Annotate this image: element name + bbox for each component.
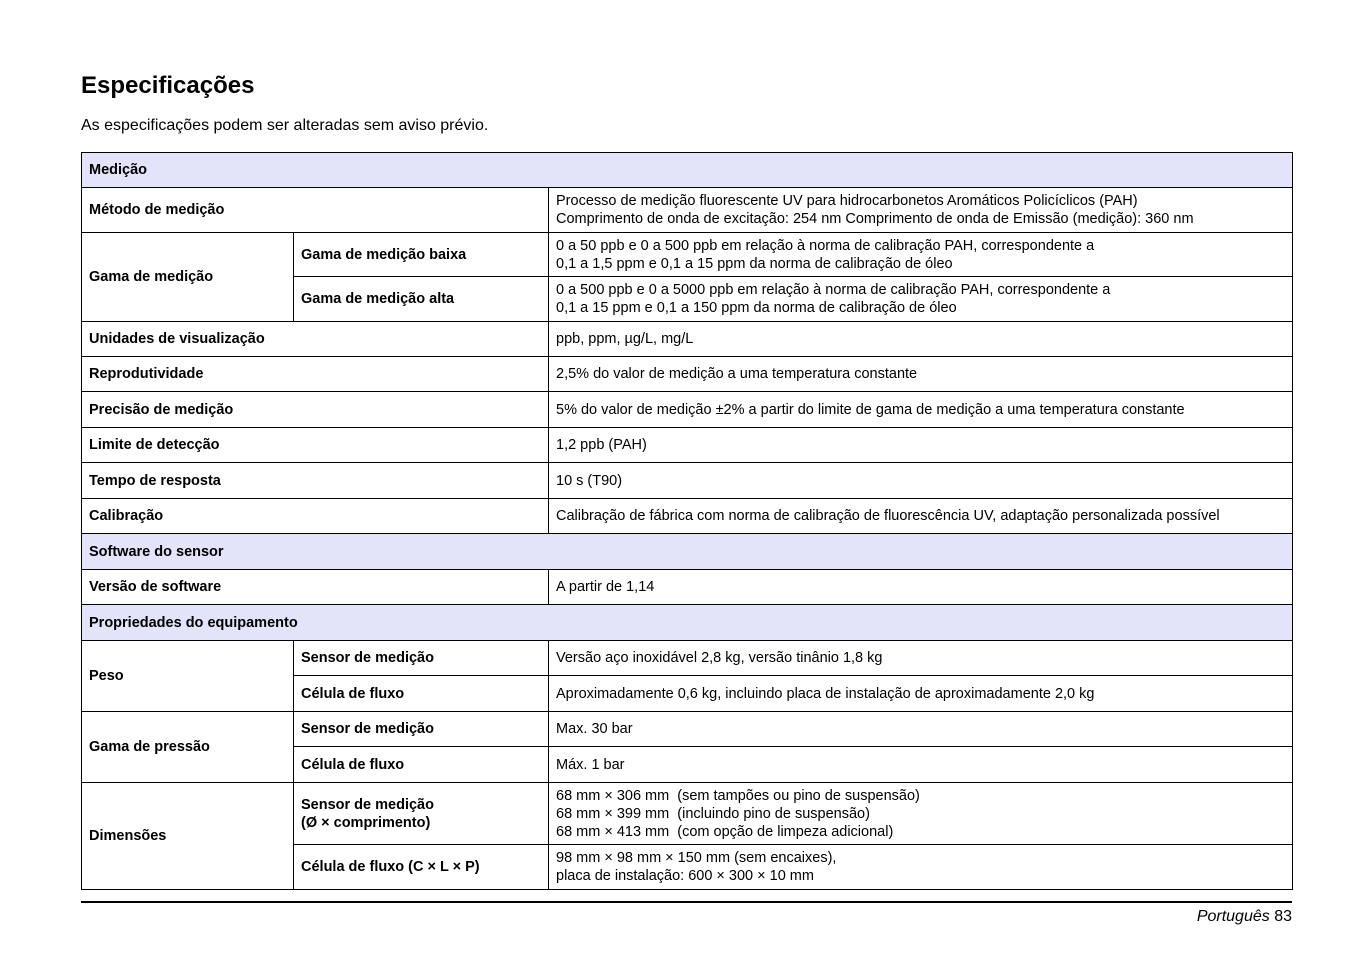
row-value-weight-cell: Aproximadamente 0,6 kg, incluindo placa de instalação de aproximadamente 2,0 kg [549,676,1293,712]
row-sublabel-weight-cell: Célula de fluxo [294,676,549,712]
table-row [82,534,1293,570]
value-line: Processo de medição fluorescente UV para hidrocarbonetos Aromáticos Policíclicos (PAH) [556,193,1138,209]
row-label-range: Gama de medição [82,233,294,322]
table-row [82,428,1293,463]
row-value-precision: 5% do valor de medição ±2% a partir do limite de gama de medição a uma temperatura constante [549,392,1293,428]
row-label-weight: Peso [82,641,294,712]
table-row [82,392,1293,428]
value-line: 68 mm × 413 mm (com opção de limpeza adicional) [556,823,894,840]
value-line: placa de instalação: 600 × 300 × 10 mm [556,868,814,884]
table-row [82,188,1293,233]
value-line: 68 mm × 306 mm (sem tampões ou pino de suspensão) [556,787,920,804]
section-header-measurement: Medição [82,153,1293,188]
table-row [82,570,1293,605]
row-value-calibration: Calibração de fábrica com norma de calibração de fluorescência UV, adaptação personalizada possível [549,499,1293,534]
row-value-dimensions-sensor [549,783,1293,845]
row-sublabel-pressure-sensor: Sensor de medição [294,712,549,747]
row-label-detection: Limite de detecção [82,428,549,463]
table-row [82,641,1293,676]
row-value-weight-sensor: Versão aço inoxidável 2,8 kg, versão tinânio 1,8 kg [549,641,1293,676]
page-footer [1197,908,1292,926]
row-label-reproducibility: Reprodutividade [82,357,549,392]
value-line: 0 a 500 ppb e 0 a 5000 ppb em relação à norma de calibração PAH, correspondente a [556,282,1111,298]
row-label-software-version: Versão de software [82,570,549,605]
table-row [82,322,1293,357]
value-line: 0,1 a 1,5 ppm e 0,1 a 15 ppm da norma de calibração de óleo [556,255,953,272]
footer-divider [81,901,1292,903]
table-row [82,605,1293,641]
row-sublabel-dimensions-cell: Célula de fluxo (C × L × P) [294,845,549,890]
row-value-response: 10 s (T90) [549,463,1293,499]
table-row [82,499,1293,534]
page-subtitle: As especificações podem ser alteradas sem aviso prévio. [81,117,489,134]
section-header-equipment: Propriedades do equipamento [82,605,1293,641]
row-value-pressure-sensor: Max. 30 bar [549,712,1293,747]
row-label-method: Método de medição [82,188,549,233]
row-value-reproducibility: 2,5% do valor de medição a uma temperatura constante [549,357,1293,392]
row-sublabel-pressure-cell: Célula de fluxo [294,747,549,783]
table-row [82,712,1293,747]
section-header-software: Software do sensor [82,534,1293,570]
table-row [82,783,1293,845]
row-value-range-low [549,233,1293,277]
row-value-range-high [549,277,1293,322]
table-row [82,153,1293,188]
row-label-calibration: Calibração [82,499,549,534]
table-row [82,357,1293,392]
row-label-precision: Precisão de medição [82,392,549,428]
row-sublabel-range-low: Gama de medição baixa [294,233,549,277]
row-label-dimensions: Dimensões [82,783,294,890]
value-line: Comprimento de onda de excitação: 254 nm Comprimento de onda de Emissão (medição): 360 nm [556,211,1194,227]
table-row [82,463,1293,499]
row-value-dimensions-cell [549,845,1293,890]
row-label-units: Unidades de visualização [82,322,549,357]
row-value-software-version: A partir de 1,14 [549,570,1293,605]
row-sublabel-weight-sensor: Sensor de medição [294,641,549,676]
label-line: Sensor de medição [301,796,434,813]
table-row [82,233,1293,277]
row-sublabel-range-high: Gama de medição alta [294,277,549,322]
label-line: (Ø × comprimento) [301,814,431,831]
page-title: Especificações [81,72,255,99]
specifications-table [81,152,1293,890]
value-line: 68 mm × 399 mm (incluindo pino de suspensão) [556,805,870,822]
footer-language: Português [1196,908,1270,925]
row-label-pressure: Gama de pressão [82,712,294,783]
row-value-method [549,188,1293,233]
row-value-detection: 1,2 ppb (PAH) [549,428,1293,463]
value-line: 0 a 50 ppb e 0 a 500 ppb em relação à norma de calibração PAH, correspondente a [556,237,1095,254]
row-value-units: ppb, ppm, µg/L, mg/L [549,322,1293,357]
page-number: 83 [1274,908,1292,925]
row-value-pressure-cell: Máx. 1 bar [549,747,1293,783]
value-line: 98 mm × 98 mm × 150 mm (sem encaixes), [556,850,837,866]
row-label-response: Tempo de resposta [82,463,549,499]
value-line: 0,1 a 15 ppm e 0,1 a 150 ppm da norma de calibração de óleo [556,300,957,316]
row-sublabel-dimensions-sensor [294,783,549,845]
